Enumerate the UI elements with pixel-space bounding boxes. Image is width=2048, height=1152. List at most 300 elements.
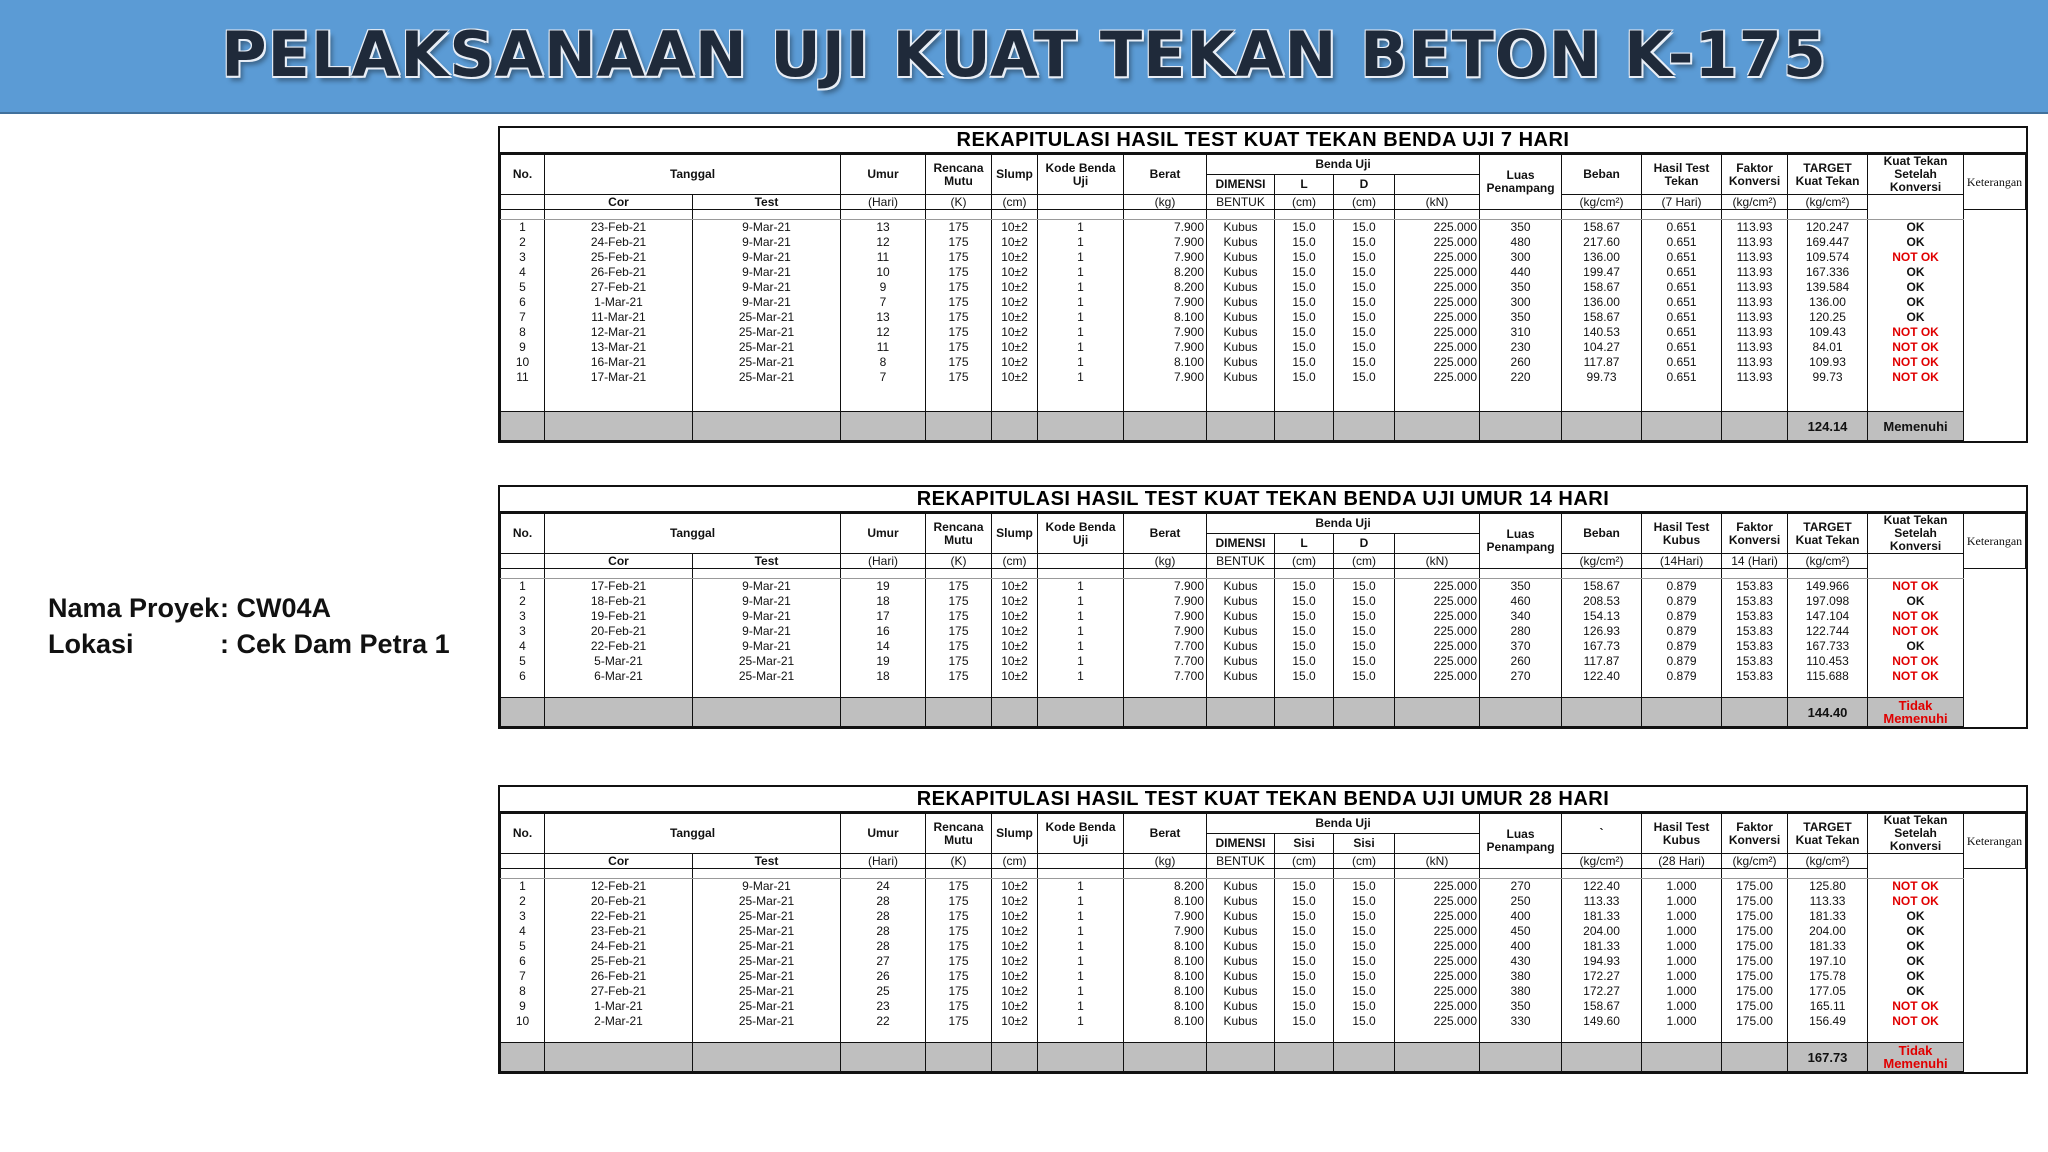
cell-bentuk: Kubus <box>1207 295 1275 310</box>
cell-bentuk: Kubus <box>1207 669 1275 684</box>
cell-berat: 8.100 <box>1124 355 1207 370</box>
hdr-dimensi: DIMENSI <box>1207 534 1275 554</box>
cell-kode: 1 <box>1038 879 1124 895</box>
table-row <box>501 220 2026 236</box>
cell-b: 15.0 <box>1334 894 1395 909</box>
cell-mutu: 175 <box>926 969 992 984</box>
cell-a: 15.0 <box>1275 909 1334 924</box>
table-row <box>501 295 2026 310</box>
cell-hasil: 199.47 <box>1562 265 1642 280</box>
cell-faktor: 0.651 <box>1642 355 1722 370</box>
cell-ket: OK <box>1868 235 1964 250</box>
cell-ket: NOT OK <box>1868 340 1964 355</box>
table-row <box>501 265 2026 280</box>
cell-no: 2 <box>501 235 545 250</box>
title-banner <box>0 0 2048 114</box>
cell-umur: 22 <box>841 1014 926 1029</box>
cell-kode: 1 <box>1038 370 1124 385</box>
unit-slump_unit: (cm) <box>992 854 1038 869</box>
cell-mutu: 175 <box>926 669 992 684</box>
cell-b: 15.0 <box>1334 250 1395 265</box>
cell-test: 9-Mar-21 <box>693 609 841 624</box>
cell-slump: 10±2 <box>992 295 1038 310</box>
cell-hasil: 122.40 <box>1562 879 1642 895</box>
cell-slump: 10±2 <box>992 310 1038 325</box>
hdr-kuat: Kuat Tekan Setelah Konversi <box>1868 514 1964 554</box>
cell-test: 9-Mar-21 <box>693 280 841 295</box>
cell-target: 113.93 <box>1722 235 1788 250</box>
cell-kuat: 84.01 <box>1788 340 1868 355</box>
cell-target: 113.93 <box>1722 295 1788 310</box>
cell-kode: 1 <box>1038 355 1124 370</box>
unit-faktor_unit: (14Hari) <box>1642 554 1722 569</box>
unit-beban_unit: (kN) <box>1395 195 1480 210</box>
cell-target: 153.83 <box>1722 639 1788 654</box>
hdr-target: TARGET Kuat Tekan <box>1788 814 1868 854</box>
cell-kuat: 167.733 <box>1788 639 1868 654</box>
cell-mutu: 175 <box>926 579 992 595</box>
hdr-umur: Umur <box>841 814 926 854</box>
unit-rencana_unit: (K) <box>926 554 992 569</box>
cell-slump: 10±2 <box>992 340 1038 355</box>
cell-ket: OK <box>1868 310 1964 325</box>
cell-beban: 350 <box>1480 579 1562 595</box>
cell-a: 15.0 <box>1275 295 1334 310</box>
cell-ket: NOT OK <box>1868 250 1964 265</box>
table-row <box>501 355 2026 370</box>
cell-kuat: 167.336 <box>1788 265 1868 280</box>
cell-test: 25-Mar-21 <box>693 939 841 954</box>
cell-test: 25-Mar-21 <box>693 370 841 385</box>
table-row <box>501 669 2026 684</box>
hdr-no: No. <box>501 155 545 195</box>
table-row <box>501 579 2026 595</box>
cell-luas: 225.000 <box>1395 969 1480 984</box>
cell-cor: 24-Feb-21 <box>545 939 693 954</box>
cell-slump: 10±2 <box>992 894 1038 909</box>
cell-test: 25-Mar-21 <box>693 984 841 999</box>
cell-a: 15.0 <box>1275 235 1334 250</box>
cell-cor: 17-Feb-21 <box>545 579 693 595</box>
unit-slump_unit: (cm) <box>992 195 1038 210</box>
cell-no: 1 <box>501 220 545 236</box>
cell-b: 15.0 <box>1334 355 1395 370</box>
cell-bentuk: Kubus <box>1207 265 1275 280</box>
cell-bentuk: Kubus <box>1207 609 1275 624</box>
cell-hasil: 122.40 <box>1562 669 1642 684</box>
hdr-col-a: Sisi <box>1275 834 1334 854</box>
cell-cor: 18-Feb-21 <box>545 594 693 609</box>
cell-slump: 10±2 <box>992 909 1038 924</box>
cell-umur: 28 <box>841 909 926 924</box>
cell-a: 15.0 <box>1275 624 1334 639</box>
cell-target: 113.93 <box>1722 265 1788 280</box>
table-row <box>501 340 2026 355</box>
cell-hasil: 158.67 <box>1562 220 1642 236</box>
cell-hasil: 172.27 <box>1562 969 1642 984</box>
cell-umur: 9 <box>841 280 926 295</box>
cell-a: 15.0 <box>1275 355 1334 370</box>
cell-no: 7 <box>501 310 545 325</box>
cell-a: 15.0 <box>1275 999 1334 1014</box>
hdr-dimensi: DIMENSI <box>1207 175 1275 195</box>
cell-test: 25-Mar-21 <box>693 355 841 370</box>
cell-cor: 23-Feb-21 <box>545 924 693 939</box>
cell-umur: 18 <box>841 594 926 609</box>
cell-kode: 1 <box>1038 220 1124 236</box>
cell-target: 113.93 <box>1722 325 1788 340</box>
project-info <box>48 590 450 662</box>
cell-ket: NOT OK <box>1868 1014 1964 1029</box>
cell-berat: 7.900 <box>1124 250 1207 265</box>
cell-cor: 20-Feb-21 <box>545 894 693 909</box>
unit-blank <box>501 854 545 869</box>
cell-bentuk: Kubus <box>1207 250 1275 265</box>
cell-test: 25-Mar-21 <box>693 999 841 1014</box>
cell-hasil: 167.73 <box>1562 639 1642 654</box>
cell-ket: NOT OK <box>1868 609 1964 624</box>
cell-ket: OK <box>1868 909 1964 924</box>
cell-ket: OK <box>1868 984 1964 999</box>
cell-b: 15.0 <box>1334 654 1395 669</box>
hdr-beban: ` <box>1562 814 1642 854</box>
cell-kuat: 181.33 <box>1788 939 1868 954</box>
cell-ket: OK <box>1868 954 1964 969</box>
cell-umur: 28 <box>841 894 926 909</box>
table-row <box>501 609 2026 624</box>
unit-bentuk: BENTUK <box>1207 195 1275 210</box>
cell-mutu: 175 <box>926 594 992 609</box>
cell-slump: 10±2 <box>992 654 1038 669</box>
cell-target: 175.00 <box>1722 969 1788 984</box>
cell-beban: 340 <box>1480 609 1562 624</box>
cell-no: 5 <box>501 939 545 954</box>
cell-beban: 380 <box>1480 984 1562 999</box>
cell-b: 15.0 <box>1334 265 1395 280</box>
cell-kuat: 197.098 <box>1788 594 1868 609</box>
cell-kuat: 197.10 <box>1788 954 1868 969</box>
cell-ket: OK <box>1868 969 1964 984</box>
hdr-beban: Beban <box>1562 155 1642 195</box>
cell-beban: 440 <box>1480 265 1562 280</box>
cell-cor: 12-Feb-21 <box>545 879 693 895</box>
cell-bentuk: Kubus <box>1207 579 1275 595</box>
cell-target: 153.83 <box>1722 669 1788 684</box>
cell-luas: 225.000 <box>1395 340 1480 355</box>
cell-mutu: 175 <box>926 325 992 340</box>
cell-bentuk: Kubus <box>1207 1014 1275 1029</box>
cell-faktor: 0.651 <box>1642 250 1722 265</box>
cell-kuat: 139.584 <box>1788 280 1868 295</box>
cell-kuat: 165.11 <box>1788 999 1868 1014</box>
cell-berat: 7.900 <box>1124 594 1207 609</box>
cell-faktor: 0.879 <box>1642 609 1722 624</box>
cell-beban: 400 <box>1480 939 1562 954</box>
cell-no: 5 <box>501 280 545 295</box>
cell-test: 25-Mar-21 <box>693 924 841 939</box>
cell-kode: 1 <box>1038 969 1124 984</box>
cell-luas: 225.000 <box>1395 355 1480 370</box>
cell-mutu: 175 <box>926 1014 992 1029</box>
table-row <box>501 250 2026 265</box>
units-row <box>501 554 2026 569</box>
unit-kuat_unit: (kg/cm²) <box>1788 195 1868 210</box>
spacer-row <box>501 210 2026 220</box>
table-row <box>501 894 2026 909</box>
cell-umur: 26 <box>841 969 926 984</box>
cell-no: 4 <box>501 924 545 939</box>
cell-cor: 12-Mar-21 <box>545 325 693 340</box>
cell-hasil: 154.13 <box>1562 609 1642 624</box>
cell-faktor: 0.651 <box>1642 235 1722 250</box>
hdr-target: TARGET Kuat Tekan <box>1788 155 1868 195</box>
empty-row <box>501 1029 2026 1043</box>
cell-luas: 225.000 <box>1395 999 1480 1014</box>
cell-luas: 225.000 <box>1395 220 1480 236</box>
cell-b: 15.0 <box>1334 220 1395 236</box>
cell-hasil: 126.93 <box>1562 624 1642 639</box>
hdr-umur: Umur <box>841 155 926 195</box>
cell-ket: NOT OK <box>1868 879 1964 895</box>
cell-berat: 7.900 <box>1124 924 1207 939</box>
table-row <box>501 280 2026 295</box>
cell-target: 153.83 <box>1722 624 1788 639</box>
cell-kode: 1 <box>1038 340 1124 355</box>
cell-ket: OK <box>1868 220 1964 236</box>
cell-kuat: 149.966 <box>1788 579 1868 595</box>
cell-b: 15.0 <box>1334 340 1395 355</box>
cell-hasil: 172.27 <box>1562 984 1642 999</box>
cell-luas: 225.000 <box>1395 250 1480 265</box>
cell-luas: 225.000 <box>1395 624 1480 639</box>
cell-cor: 23-Feb-21 <box>545 220 693 236</box>
table-row <box>501 325 2026 340</box>
cell-bentuk: Kubus <box>1207 909 1275 924</box>
summary-row <box>501 1043 2026 1072</box>
unit-umur_unit: (Hari) <box>841 854 926 869</box>
cell-kuat: 120.25 <box>1788 310 1868 325</box>
cell-luas: 225.000 <box>1395 639 1480 654</box>
cell-b: 15.0 <box>1334 939 1395 954</box>
cell-target: 175.00 <box>1722 909 1788 924</box>
hdr-umur: Umur <box>841 514 926 554</box>
cell-luas: 225.000 <box>1395 939 1480 954</box>
cell-b: 15.0 <box>1334 310 1395 325</box>
hdr-hasil: Hasil Test Kubus <box>1642 814 1722 854</box>
cell-kode: 1 <box>1038 984 1124 999</box>
cell-luas: 225.000 <box>1395 879 1480 895</box>
hdr-luas: Luas Penampang <box>1480 155 1562 210</box>
cell-beban: 260 <box>1480 654 1562 669</box>
table-row <box>501 235 2026 250</box>
table-row <box>501 594 2026 609</box>
cell-slump: 10±2 <box>992 250 1038 265</box>
cell-luas: 225.000 <box>1395 984 1480 999</box>
cell-hasil: 158.67 <box>1562 999 1642 1014</box>
cell-target: 175.00 <box>1722 1014 1788 1029</box>
spacer-row <box>501 569 2026 579</box>
project-location-label: Lokasi <box>48 629 134 659</box>
cell-kuat: 147.104 <box>1788 609 1868 624</box>
cell-berat: 8.100 <box>1124 984 1207 999</box>
cell-berat: 7.900 <box>1124 235 1207 250</box>
cell-faktor: 1.000 <box>1642 894 1722 909</box>
cell-umur: 10 <box>841 265 926 280</box>
cell-slump: 10±2 <box>992 235 1038 250</box>
cell-kuat: 109.93 <box>1788 355 1868 370</box>
cell-b: 15.0 <box>1334 969 1395 984</box>
cell-kode: 1 <box>1038 280 1124 295</box>
hdr-kode: Kode Benda Uji <box>1038 814 1124 854</box>
cell-ket: OK <box>1868 924 1964 939</box>
cell-b: 15.0 <box>1334 325 1395 340</box>
cell-slump: 10±2 <box>992 879 1038 895</box>
cell-berat: 8.100 <box>1124 954 1207 969</box>
cell-mutu: 175 <box>926 909 992 924</box>
table-row <box>501 879 2026 895</box>
cell-test: 25-Mar-21 <box>693 969 841 984</box>
cell-umur: 11 <box>841 340 926 355</box>
cell-a: 15.0 <box>1275 370 1334 385</box>
hdr-cor: Cor <box>545 195 693 210</box>
cell-beban: 370 <box>1480 639 1562 654</box>
cell-faktor: 1.000 <box>1642 954 1722 969</box>
cell-beban: 380 <box>1480 969 1562 984</box>
cell-umur: 12 <box>841 235 926 250</box>
project-name-label: Nama Proyek <box>48 593 220 623</box>
cell-test: 9-Mar-21 <box>693 639 841 654</box>
cell-beban: 250 <box>1480 894 1562 909</box>
cell-mutu: 175 <box>926 894 992 909</box>
cell-a: 15.0 <box>1275 609 1334 624</box>
cell-b: 15.0 <box>1334 879 1395 895</box>
empty-row <box>501 684 2026 698</box>
cell-target: 113.93 <box>1722 250 1788 265</box>
cell-beban: 350 <box>1480 280 1562 295</box>
cell-target: 175.00 <box>1722 939 1788 954</box>
cell-beban: 450 <box>1480 924 1562 939</box>
cell-berat: 7.700 <box>1124 654 1207 669</box>
cell-faktor: 0.651 <box>1642 280 1722 295</box>
hdr-keterangan: Keterangan <box>1964 155 2026 210</box>
cell-hasil: 158.67 <box>1562 579 1642 595</box>
header-row <box>501 814 2026 834</box>
unit-blank <box>1038 554 1124 569</box>
cell-mutu: 175 <box>926 295 992 310</box>
cell-berat: 7.900 <box>1124 325 1207 340</box>
cell-kode: 1 <box>1038 639 1124 654</box>
cell-b: 15.0 <box>1334 999 1395 1014</box>
table-row <box>501 654 2026 669</box>
cell-berat: 7.700 <box>1124 639 1207 654</box>
hdr-col-b: D <box>1334 534 1395 554</box>
unit-target_unit: (kg/cm²) <box>1722 854 1788 869</box>
cell-bentuk: Kubus <box>1207 235 1275 250</box>
unit-kuat_unit: (kg/cm²) <box>1788 854 1868 869</box>
cell-cor: 25-Feb-21 <box>545 954 693 969</box>
cell-beban: 310 <box>1480 325 1562 340</box>
cell-faktor: 1.000 <box>1642 939 1722 954</box>
cell-ket: OK <box>1868 939 1964 954</box>
unit-blank <box>1038 195 1124 210</box>
cell-test: 25-Mar-21 <box>693 954 841 969</box>
hdr-cor: Cor <box>545 854 693 869</box>
cell-target: 175.00 <box>1722 984 1788 999</box>
cell-faktor: 0.879 <box>1642 639 1722 654</box>
cell-target: 153.83 <box>1722 654 1788 669</box>
summary-value: 144.40 <box>1788 698 1868 727</box>
cell-ket: OK <box>1868 295 1964 310</box>
units-row <box>501 195 2026 210</box>
cell-a: 15.0 <box>1275 639 1334 654</box>
cell-bentuk: Kubus <box>1207 939 1275 954</box>
cell-umur: 19 <box>841 579 926 595</box>
project-location-value: : Cek Dam Petra 1 <box>220 629 450 659</box>
cell-no: 8 <box>501 325 545 340</box>
cell-test: 25-Mar-21 <box>693 909 841 924</box>
cell-b: 15.0 <box>1334 235 1395 250</box>
cell-test: 25-Mar-21 <box>693 310 841 325</box>
summary-keterangan: Tidak Memenuhi <box>1868 1043 1964 1072</box>
cell-slump: 10±2 <box>992 969 1038 984</box>
cell-b: 15.0 <box>1334 594 1395 609</box>
recap-table <box>500 813 2026 1072</box>
unit-blank <box>1038 854 1124 869</box>
project-location-row <box>48 626 450 662</box>
table-row <box>501 639 2026 654</box>
cell-ket: NOT OK <box>1868 325 1964 340</box>
cell-target: 175.00 <box>1722 894 1788 909</box>
cell-target: 153.83 <box>1722 609 1788 624</box>
cell-no: 4 <box>501 265 545 280</box>
cell-b: 15.0 <box>1334 1014 1395 1029</box>
cell-kuat: 109.43 <box>1788 325 1868 340</box>
hdr-col-a: L <box>1275 534 1334 554</box>
cell-b: 15.0 <box>1334 579 1395 595</box>
cell-luas: 225.000 <box>1395 894 1480 909</box>
cell-kode: 1 <box>1038 939 1124 954</box>
cell-test: 9-Mar-21 <box>693 220 841 236</box>
cell-test: 25-Mar-21 <box>693 325 841 340</box>
hdr-col-b: D <box>1334 175 1395 195</box>
cell-luas: 225.000 <box>1395 310 1480 325</box>
cell-target: 153.83 <box>1722 594 1788 609</box>
hdr-kuat: Kuat Tekan Setelah Konversi <box>1868 155 1964 195</box>
cell-berat: 7.900 <box>1124 220 1207 236</box>
cell-a: 15.0 <box>1275 1014 1334 1029</box>
cell-umur: 28 <box>841 939 926 954</box>
page-title: PELAKSANAAN UJI KUAT TEKAN BETON K-175 <box>221 18 1827 91</box>
cell-kode: 1 <box>1038 325 1124 340</box>
cell-ket: OK <box>1868 594 1964 609</box>
table-row <box>501 939 2026 954</box>
cell-mutu: 175 <box>926 265 992 280</box>
cell-slump: 10±2 <box>992 325 1038 340</box>
cell-kuat: 204.00 <box>1788 924 1868 939</box>
header-row <box>501 514 2026 534</box>
table-row <box>501 310 2026 325</box>
cell-slump: 10±2 <box>992 954 1038 969</box>
cell-hasil: 117.87 <box>1562 654 1642 669</box>
cell-cor: 13-Mar-21 <box>545 340 693 355</box>
cell-test: 25-Mar-21 <box>693 340 841 355</box>
cell-no: 11 <box>501 370 545 385</box>
unit-target_unit: (kg/cm²) <box>1722 195 1788 210</box>
cell-a: 15.0 <box>1275 879 1334 895</box>
hdr-slump: Slump <box>992 814 1038 854</box>
cell-slump: 10±2 <box>992 669 1038 684</box>
cell-test: 25-Mar-21 <box>693 1014 841 1029</box>
